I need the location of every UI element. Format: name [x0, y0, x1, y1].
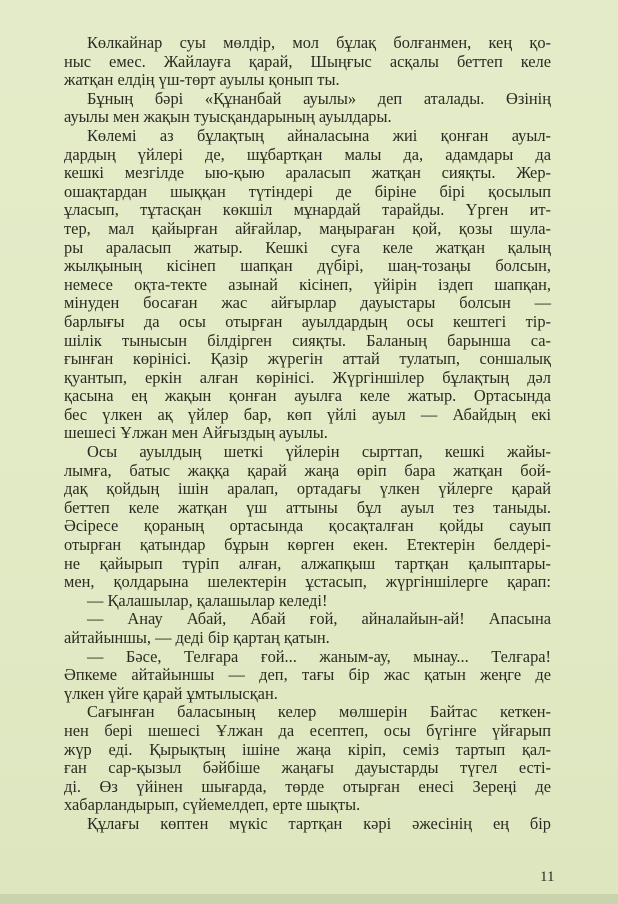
text-line: шілік тынысын білдірген сияқты. Баланың барынша са-: [64, 330, 551, 350]
text-line: дардың үйлері де, шұбартқан малы да, адамдары да: [64, 144, 551, 164]
text-line: Бұның бәрі «Құнанбай ауылы» деп аталады. Өзінің: [87, 88, 551, 108]
text-line: — Анау Абай, Абай ғой, айналайын-ай! Апасына: [87, 609, 551, 629]
text-line: жүр еді. Қырықтың ішіне жаңа кіріп, семіз тартып қал-: [64, 739, 551, 759]
text-line: кешкі мезгілде ыю-қыю араласып жатқан сияқты. Жер-: [64, 163, 551, 183]
text-line: қуантып, еркін алған көрінісі. Жүргіншілер бұлақтың дәл: [64, 367, 551, 387]
text-line: ді. Өз үйінен шығарда, төрде отырған енесі Зереңі де: [64, 776, 551, 796]
text-line: Сағынған баласының келер мөлшерін Байтас кеткен-: [87, 702, 551, 722]
text-line: үлкен үйге қарай ұмтылысқан.: [64, 683, 278, 703]
text-line: — Қалашылар, қалашылар келеді!: [87, 590, 328, 610]
text-line: жылқының кісінеп шапқан дүбірі, шаң-тозаңы болсын,: [64, 256, 551, 276]
body-text: [64, 34, 551, 834]
text-line: отырған қатындар бұрын көрген екен. Етектерін белдері-: [64, 535, 551, 555]
text-line: дақ қойдың ішін аралап, ортадағы үлкен үйлерге қарай: [64, 479, 551, 499]
text-line: шешесі Ұлжан мен Айғыздың ауылы.: [64, 423, 328, 443]
text-line: не қайырып түріп алған, алжапқыш тартқан қалыптары-: [64, 553, 551, 573]
text-line: лымға, батыс жаққа қарай жаңа өріп бара жатқан бой-: [64, 460, 551, 480]
text-line: беттеп келе жатқан үш аттыны бұл ауыл тез таныды.: [64, 497, 551, 517]
text-line: ған сар-қызыл бәйбіше жаңағы дауыстарды түгел есті-: [64, 758, 551, 778]
text-line: бес үлкен ақ үйлер бар, көп үйлі ауыл — Абайдың екі: [64, 404, 551, 424]
text-line: Көлкайнар суы мөлдір, мол бұлақ болғанмен, кең қо-: [87, 33, 551, 52]
text-line: ұласып, тұтасқан көкшіл мұнардай тарайды. Үрген ит-: [64, 200, 551, 220]
page-edge: [0, 894, 618, 904]
text-line: қасына ең жақын қонған ауылға келе жатыр. Ортасында: [64, 386, 551, 406]
text-line: немесе оқта-текте азынай кісінеп, үйірін іздеп шапқан,: [64, 274, 551, 294]
text-line: жатқан елдің үш-төрт ауылы қонып ты.: [64, 70, 340, 90]
text-line: ныс емес. Жайлауға қарай, Шыңғыс асқалы беттеп келе: [64, 51, 551, 71]
text-line: ры араласып жатыр. Кешкі суға келе жатқан қалың: [64, 237, 551, 257]
text-line: тер, мал қайырған айғайлар, маңыраған қой, қозы шула-: [64, 218, 551, 238]
text-line: мінуден босаған жас айғырлар дауыстары болсын —: [64, 293, 551, 313]
text-line: — Бәсе, Телғара ғой... жаным-ау, мынау... Телғара!: [87, 646, 551, 666]
text-line: Әсіресе қораның ортасында қосақталған қойды сауып: [64, 516, 551, 536]
text-line: Құлағы көптен мүкіс тартқан кәрі әжесінің ең бір: [87, 813, 551, 833]
page-number: 11: [540, 869, 555, 885]
text-line: Осы ауылдың шеткі үйлерін сырттап, кешкі жайы-: [87, 442, 551, 462]
text-line: барлығы да осы отырған ауылдардың осы кештегі тір-: [64, 311, 551, 331]
text-line: ауылы мен жақын туысқандарының ауылдары.: [64, 107, 392, 127]
text-line: хабарландырып, сүйемелдеп, ерте шықты.: [64, 795, 361, 815]
text-line: нен бері шешесі Ұлжан да есептеп, осы бүгінге үйғарып: [64, 720, 551, 740]
text-line: ошақтардан шыққан түтіндері де біріне бірі қосылып: [64, 181, 551, 201]
text-line: айтайыншы, — деді бір қартаң қатын.: [64, 628, 330, 647]
text-line: мен, қолдарына шелектерін ұстасып, жүргіншілерге қарап:: [64, 572, 551, 592]
text-line: ғынған көрінісі. Қазір жүрегін аттай тулатып, соншалық: [64, 349, 551, 369]
text-line: Әпкеме айтайыншы — деп, тағы бір жас қатын жеңге де: [64, 665, 551, 685]
text-line: Көлемі аз бұлақтың айналасына жиі қонған ауыл-: [87, 125, 551, 145]
